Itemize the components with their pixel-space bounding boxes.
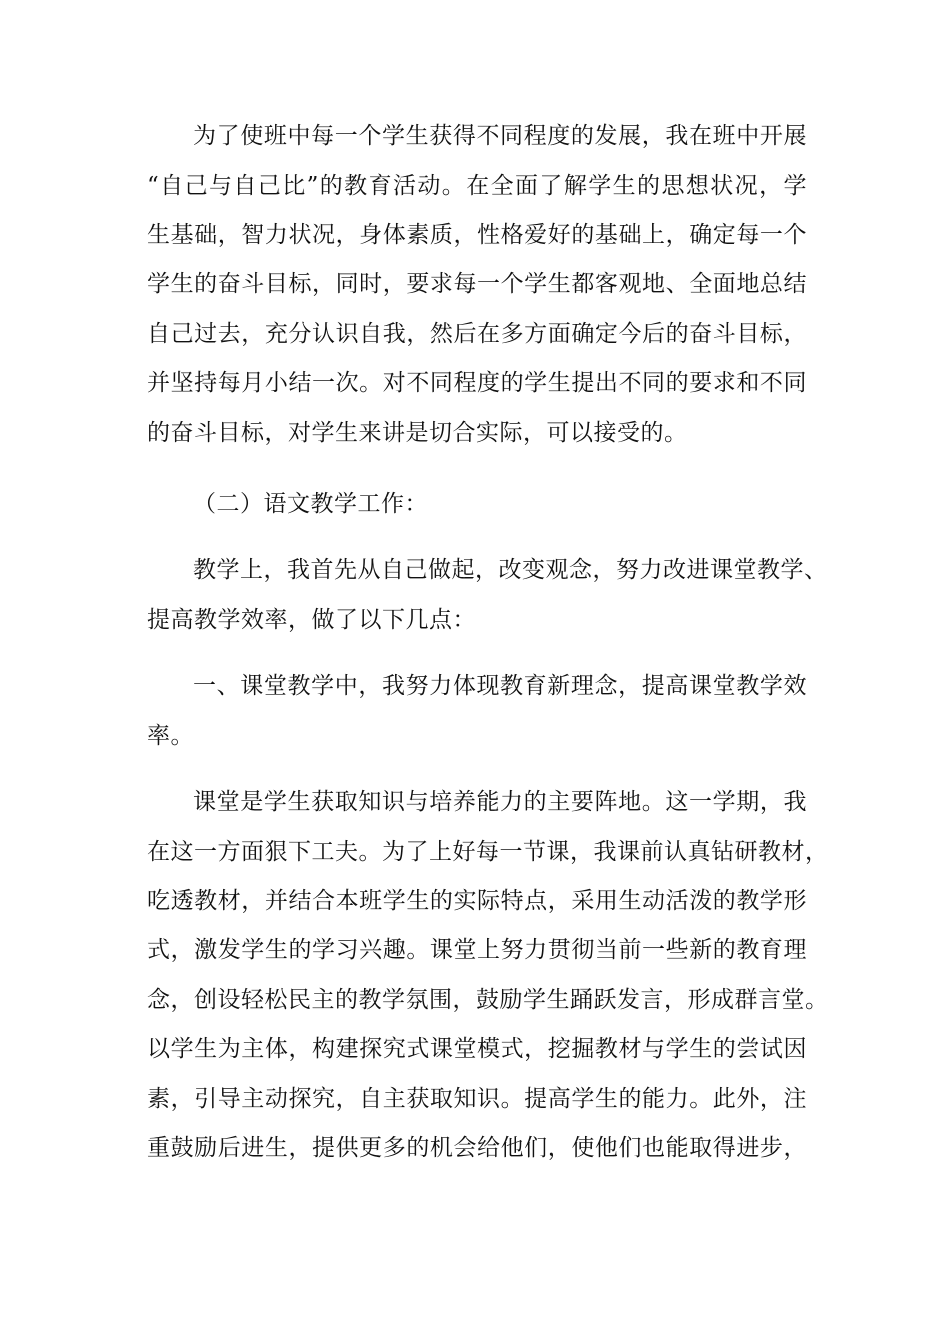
paragraph-1-line-1: 为了使班中每一个学生获得不同程度的发展，我在班中开展 (193, 123, 807, 149)
paragraph-1-line-3: 生基础，智力状况，身体素质，性格爱好的基础上，确定每一个 (147, 222, 807, 248)
paragraph-1-line-2: “自己与自己比”的教育活动。在全面了解学生的思想状况，学 (147, 173, 807, 199)
paragraph-5-line-6: 以学生为主体，构建探究式课堂模式，挖掘教材与学生的尝试因 (147, 1036, 807, 1062)
paragraph-1-line-7: 的奋斗目标，对学生来讲是切合实际，可以接受的。 (147, 420, 688, 446)
paragraph-4-line-2: 率。 (147, 723, 194, 749)
paragraph-3-line-1: 教学上，我首先从自己做起，改变观念，努力改进课堂教学、 (193, 557, 828, 583)
section-heading: （二）语文教学工作： (193, 491, 428, 517)
paragraph-3-line-2: 提高教学效率，做了以下几点： (147, 607, 476, 633)
paragraph-1-line-4: 学生的奋斗目标，同时，要求每一个学生都客观地、全面地总结 (147, 271, 807, 297)
paragraph-5-line-5: 念，创设轻松民主的教学氛围，鼓励学生踊跃发言，形成群言堂。 (147, 987, 829, 1013)
paragraph-1-line-6: 并坚持每月小结一次。对不同程度的学生提出不同的要求和不同 (147, 370, 807, 396)
paragraph-5-line-7: 素，引导主动探究，自主获取知识。提高学生的能力。此外，注 (147, 1086, 807, 1112)
paragraph-4-line-1: 一、课堂教学中，我努力体现教育新理念，提高课堂教学效 (193, 673, 807, 699)
paragraph-5-line-2: 在这一方面狠下工夫。为了上好每一节课，我课前认真钻研教材， (147, 839, 829, 865)
paragraph-1-line-5: 自己过去，充分认识自我，然后在多方面确定今后的奋斗目标， (147, 321, 807, 347)
paragraph-5-line-1: 课堂是学生获取知识与培养能力的主要阵地。这一学期，我 (193, 789, 807, 815)
paragraph-5-line-3: 吃透教材，并结合本班学生的实际特点，采用生动活泼的教学形 (147, 888, 807, 914)
paragraph-5-line-4: 式，激发学生的学习兴趣。课堂上努力贯彻当前一些新的教育理 (147, 937, 807, 963)
paragraph-5-line-8: 重鼓励后进生，提供更多的机会给他们，使他们也能取得进步， (147, 1135, 807, 1161)
